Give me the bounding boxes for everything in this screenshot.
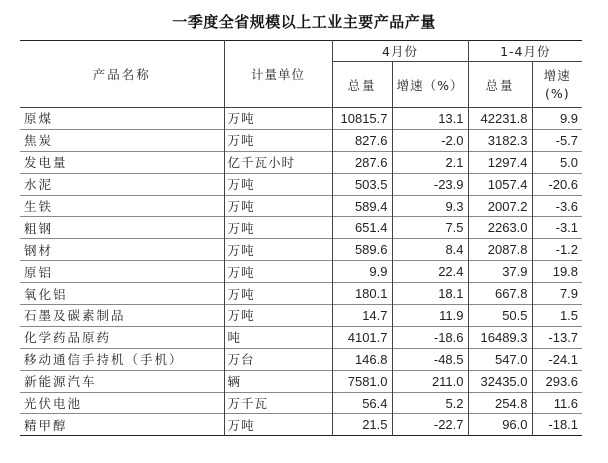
april-growth-cell: -22.7 <box>392 414 468 436</box>
cum-total-cell: 2007.2 <box>468 195 532 217</box>
cum-total-cell: 547.0 <box>468 348 532 370</box>
header-april-growth: 增速（%） <box>392 62 468 108</box>
table-row <box>20 129 582 151</box>
header-april-total: 总量 <box>332 62 392 108</box>
cum-total-cell: 32435.0 <box>468 370 532 392</box>
cum-total-cell: 50.5 <box>468 305 532 327</box>
product-name-cell: 粗钢 <box>20 217 224 239</box>
cum-growth-cell: 9.9 <box>532 108 582 130</box>
product-name-cell: 发电量 <box>20 151 224 173</box>
table-row <box>20 414 582 436</box>
april-total-cell: 56.4 <box>332 392 392 414</box>
unit-cell: 万台 <box>224 348 332 370</box>
header-cum-growth-line2: (%) <box>544 85 570 101</box>
april-growth-cell: -48.5 <box>392 348 468 370</box>
cum-total-cell: 2087.8 <box>468 239 532 261</box>
product-name-cell: 焦炭 <box>20 129 224 151</box>
cum-growth-cell: -3.6 <box>532 195 582 217</box>
product-name-cell: 精甲醇 <box>20 414 224 436</box>
cum-total-cell: 1297.4 <box>468 151 532 173</box>
cum-growth-cell: -24.1 <box>532 348 582 370</box>
cum-total-cell: 42231.8 <box>468 108 532 130</box>
april-growth-cell: 22.4 <box>392 261 468 283</box>
product-name-cell: 原煤 <box>20 108 224 130</box>
april-total-cell: 7581.0 <box>332 370 392 392</box>
table-row <box>20 392 582 414</box>
cum-growth-cell: -5.7 <box>532 129 582 151</box>
april-total-cell: 146.8 <box>332 348 392 370</box>
april-growth-cell: 5.2 <box>392 392 468 414</box>
april-growth-cell: 2.1 <box>392 151 468 173</box>
product-name-cell: 水泥 <box>20 173 224 195</box>
cum-growth-cell: 5.0 <box>532 151 582 173</box>
april-total-cell: 4101.7 <box>332 326 392 348</box>
header-cum-total: 总量 <box>468 62 532 108</box>
table-row <box>20 173 582 195</box>
cum-total-cell: 96.0 <box>468 414 532 436</box>
cum-growth-cell: -20.6 <box>532 173 582 195</box>
product-output-table <box>20 40 582 436</box>
cum-growth-cell: -3.1 <box>532 217 582 239</box>
unit-cell: 万吨 <box>224 108 332 130</box>
product-name-cell: 移动通信手持机（手机） <box>20 348 224 370</box>
cum-total-cell: 16489.3 <box>468 326 532 348</box>
april-total-cell: 589.6 <box>332 239 392 261</box>
product-name-cell: 钢材 <box>20 239 224 261</box>
cum-total-cell: 3182.3 <box>468 129 532 151</box>
april-total-cell: 589.4 <box>332 195 392 217</box>
april-growth-cell: -18.6 <box>392 326 468 348</box>
cum-growth-cell: 19.8 <box>532 261 582 283</box>
april-growth-cell: 9.3 <box>392 195 468 217</box>
unit-cell: 万吨 <box>224 173 332 195</box>
header-product-name: 产品名称 <box>20 41 224 108</box>
unit-cell: 吨 <box>224 326 332 348</box>
product-name-cell: 光伏电池 <box>20 392 224 414</box>
unit-cell: 万吨 <box>224 305 332 327</box>
table-row <box>20 305 582 327</box>
product-name-cell: 原铝 <box>20 261 224 283</box>
cum-growth-cell: 293.6 <box>532 370 582 392</box>
product-name-cell: 新能源汽车 <box>20 370 224 392</box>
table-row <box>20 151 582 173</box>
product-name-cell: 石墨及碳素制品 <box>20 305 224 327</box>
april-growth-cell: 211.0 <box>392 370 468 392</box>
table-row <box>20 283 582 305</box>
header-jan-apr: 1-4月份 <box>468 41 582 62</box>
unit-cell: 万吨 <box>224 283 332 305</box>
header-unit: 计量单位 <box>224 41 332 108</box>
header-row-1 <box>20 41 582 62</box>
product-name-cell: 化学药品原药 <box>20 326 224 348</box>
cum-growth-cell: 11.6 <box>532 392 582 414</box>
april-total-cell: 21.5 <box>332 414 392 436</box>
cum-growth-cell: -1.2 <box>532 239 582 261</box>
product-name-cell: 氧化铝 <box>20 283 224 305</box>
cum-total-cell: 667.8 <box>468 283 532 305</box>
april-growth-cell: -23.9 <box>392 173 468 195</box>
april-total-cell: 180.1 <box>332 283 392 305</box>
unit-cell: 万吨 <box>224 414 332 436</box>
header-cum-growth-line1: 增速 <box>543 67 571 83</box>
table-row <box>20 217 582 239</box>
april-total-cell: 10815.7 <box>332 108 392 130</box>
cum-total-cell: 1057.4 <box>468 173 532 195</box>
april-growth-cell: 18.1 <box>392 283 468 305</box>
cum-total-cell: 2263.0 <box>468 217 532 239</box>
april-growth-cell: 7.5 <box>392 217 468 239</box>
table-row <box>20 195 582 217</box>
table-row <box>20 239 582 261</box>
table-body <box>20 108 582 436</box>
april-total-cell: 651.4 <box>332 217 392 239</box>
cum-total-cell: 37.9 <box>468 261 532 283</box>
april-total-cell: 503.5 <box>332 173 392 195</box>
table-row <box>20 108 582 130</box>
april-total-cell: 287.6 <box>332 151 392 173</box>
cum-growth-cell: 1.5 <box>532 305 582 327</box>
table-row <box>20 261 582 283</box>
april-growth-cell: 11.9 <box>392 305 468 327</box>
cum-growth-cell: -13.7 <box>532 326 582 348</box>
unit-cell: 万吨 <box>224 195 332 217</box>
april-total-cell: 9.9 <box>332 261 392 283</box>
unit-cell: 亿千瓦小时 <box>224 151 332 173</box>
header-april: 4月份 <box>332 41 468 62</box>
unit-cell: 万千瓦 <box>224 392 332 414</box>
table-row <box>20 370 582 392</box>
april-total-cell: 827.6 <box>332 129 392 151</box>
table-row <box>20 326 582 348</box>
table-row <box>20 348 582 370</box>
table-title: 一季度全省规模以上工业主要产品产量 <box>172 13 436 31</box>
header-cum-growth <box>532 62 582 108</box>
cum-growth-cell: -18.1 <box>532 414 582 436</box>
april-total-cell: 14.7 <box>332 305 392 327</box>
april-growth-cell: 8.4 <box>392 239 468 261</box>
unit-cell: 万吨 <box>224 261 332 283</box>
unit-cell: 万吨 <box>224 239 332 261</box>
cum-total-cell: 254.8 <box>468 392 532 414</box>
product-name-cell: 生铁 <box>20 195 224 217</box>
april-growth-cell: 13.1 <box>392 108 468 130</box>
cum-growth-cell: 7.9 <box>532 283 582 305</box>
april-growth-cell: -2.0 <box>392 129 468 151</box>
unit-cell: 万吨 <box>224 129 332 151</box>
unit-cell: 辆 <box>224 370 332 392</box>
unit-cell: 万吨 <box>224 217 332 239</box>
